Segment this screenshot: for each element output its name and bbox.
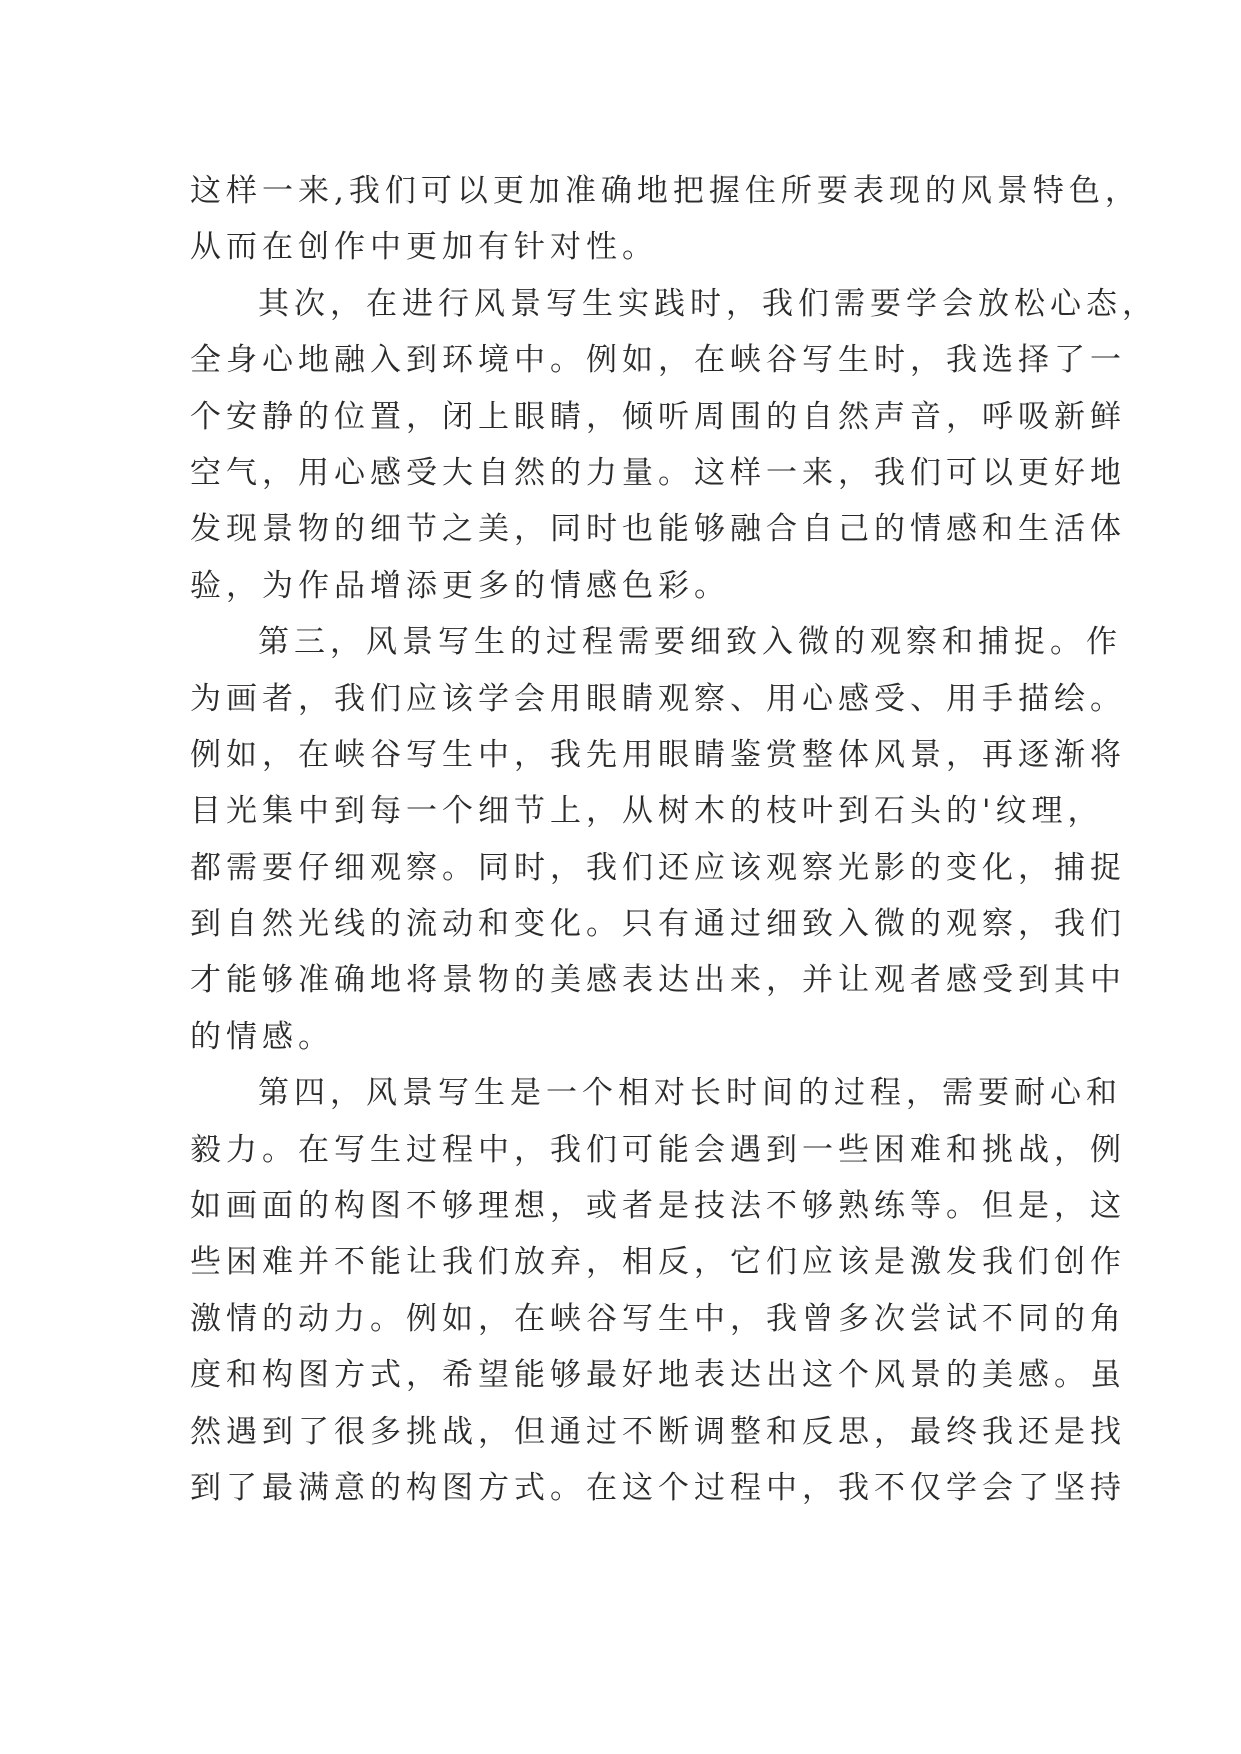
text-line: 然遇到了很多挑战，但通过不断调整和反思，最终我还是找 (190, 1413, 1126, 1450)
text-line: 到自然光线的流动和变化。只有通过细致入微的观察，我们 (190, 906, 1126, 943)
text-line: 空气，用心感受大自然的力量。这样一来，我们可以更好地 (190, 454, 1126, 491)
text-line: 从而在创作中更加有针对性。 (190, 229, 658, 266)
paragraph-first-line: 第四，风景写生是一个相对长时间的过程，需要耐心和 (258, 1075, 1122, 1112)
text-line: 度和构图方式，希望能够最好地表达出这个风景的美感。虽 (190, 1357, 1126, 1394)
text-line: 例如，在峡谷写生中，我先用眼睛鉴赏整体风景，再逐渐将 (190, 736, 1126, 773)
text-line: 目光集中到每一个细节上，从树木的枝叶到石头的'纹理， (190, 793, 1104, 830)
text-line: 毅力。在写生过程中，我们可能会遇到一些困难和挑战，例 (190, 1131, 1126, 1168)
paragraph-first-line: 其次，在进行风景写生实践时，我们需要学会放松心态， (258, 285, 1158, 322)
text-line: 个安静的位置，闭上眼睛，倾听周围的自然声音，呼吸新鲜 (190, 398, 1126, 435)
paragraph-first-line: 第三，风景写生的过程需要细致入微的观察和捕捉。作 (258, 624, 1122, 661)
text-line: 验，为作品增添更多的情感色彩。 (190, 567, 730, 604)
text-line: 全身心地融入到环境中。例如，在峡谷写生时，我选择了一 (190, 342, 1126, 379)
text-line: 才能够准确地将景物的美感表达出来，并让观者感受到其中 (190, 962, 1126, 999)
text-line: 发现景物的细节之美，同时也能够融合自己的情感和生活体 (190, 511, 1126, 548)
body-text (190, 163, 1158, 1516)
text-line: 这样一来,我们可以更加准确地把握住所要表现的风景特色， (190, 173, 1141, 209)
text-line: 都需要仔细观察。同时，我们还应该观察光影的变化，捕捉 (190, 849, 1126, 886)
text-line: 的情感。 (190, 1018, 334, 1055)
text-line: 为画者，我们应该学会用眼睛观察、用心感受、用手描绘。 (190, 680, 1126, 717)
text-line: 如画面的构图不够理想，或者是技法不够熟练等。但是，这 (190, 1188, 1126, 1225)
text-line: 到了最满意的构图方式。在这个过程中，我不仅学会了坚持 (190, 1469, 1126, 1506)
text-line: 激情的动力。例如，在峡谷写生中，我曾多次尝试不同的角 (190, 1300, 1126, 1337)
text-line: 些困难并不能让我们放弃，相反，它们应该是激发我们创作 (190, 1244, 1126, 1281)
